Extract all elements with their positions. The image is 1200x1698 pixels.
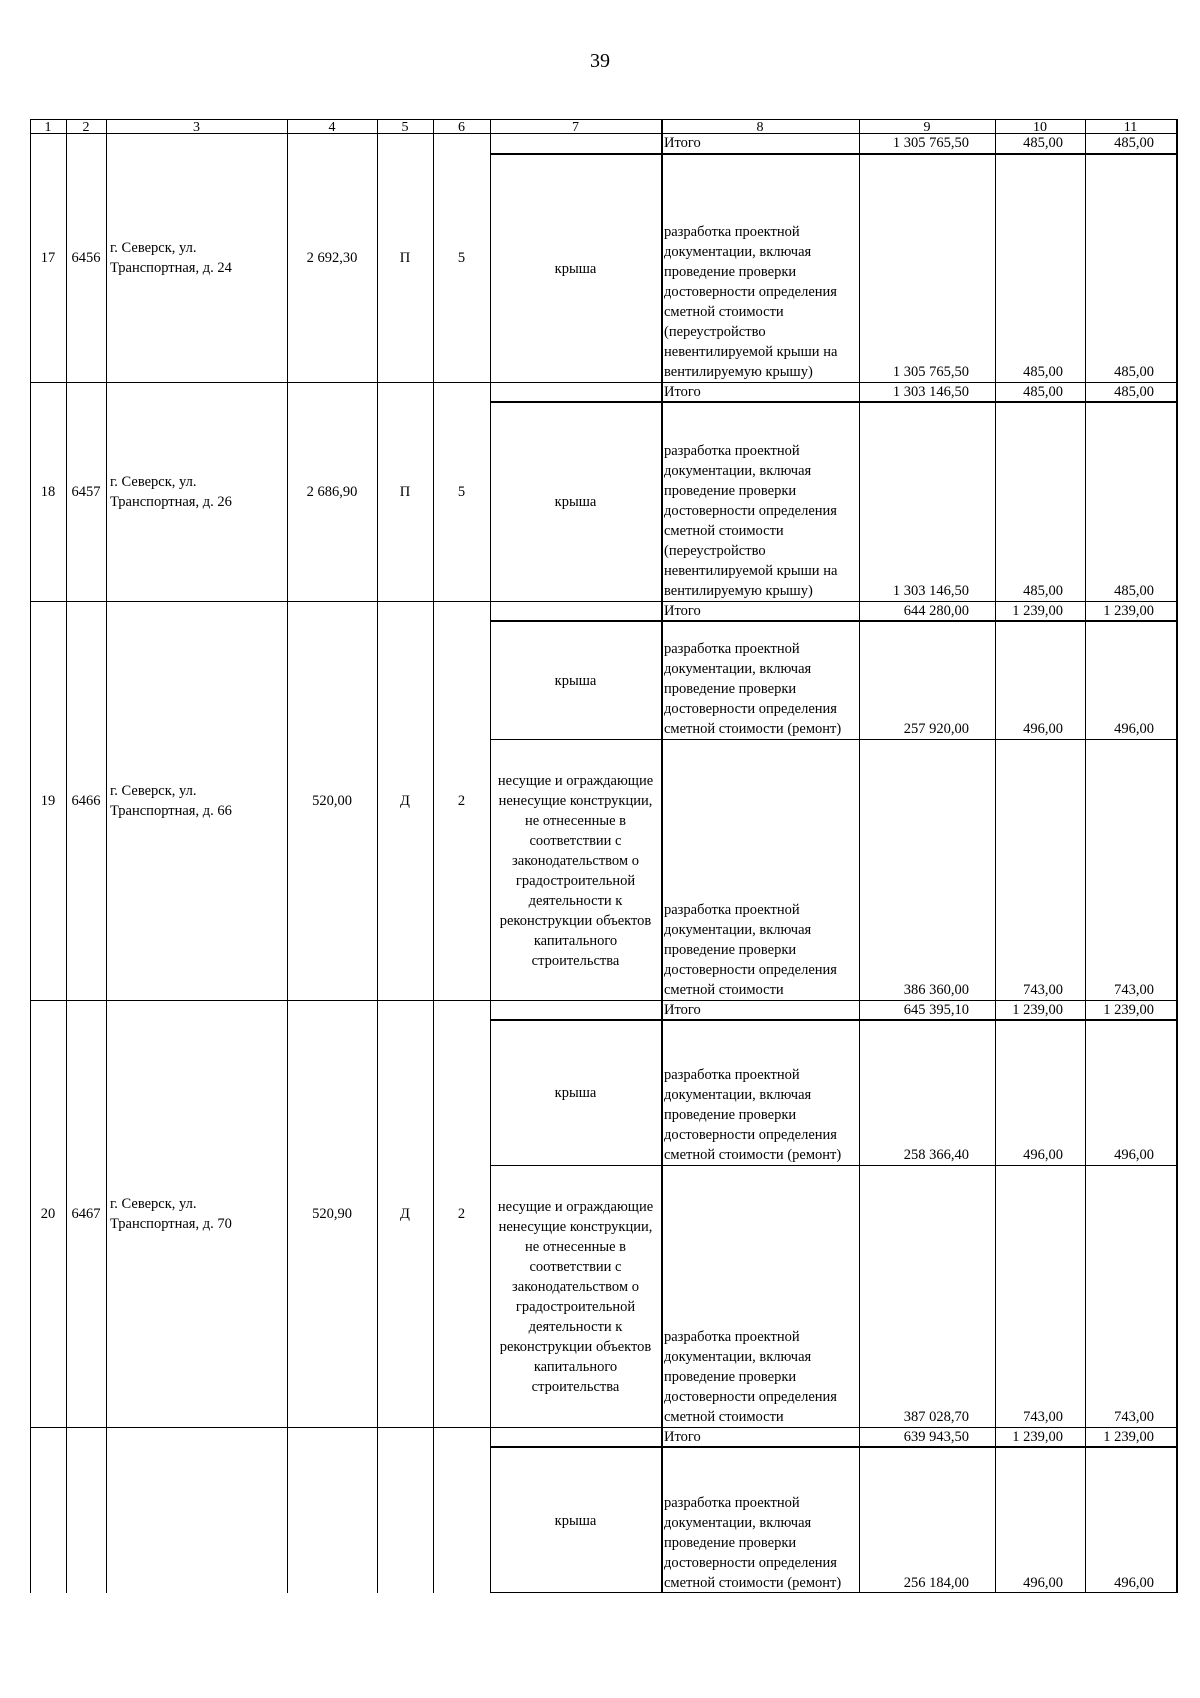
house-address: г. Северск, ул. Транспортная, д. 26 bbox=[110, 473, 232, 510]
column-line bbox=[1176, 119, 1178, 1593]
total-limit-cost: 1 239,00 bbox=[1103, 603, 1154, 619]
work-unit-cost: 496,00 bbox=[1023, 1575, 1063, 1591]
total-limit-cost: 1 239,00 bbox=[1103, 1002, 1154, 1018]
construction-element: крыша bbox=[554, 1512, 597, 1529]
work-cost: 1 303 146,50 bbox=[892, 583, 969, 599]
total-limit-cost: 485,00 bbox=[1114, 384, 1154, 400]
work-limit-cost: 743,00 bbox=[1114, 1409, 1154, 1425]
wall-material: Д bbox=[400, 1205, 410, 1222]
construction-element: несущие и ограждающие ненесущие конструкции, не отнесенные в соответствии с законодательством о градостроительной деятельности к реконструкции объектов капитального строительства bbox=[497, 1199, 654, 1395]
house-address: г. Северск, ул. Транспортная, д. 70 bbox=[110, 1195, 232, 1232]
construction-element: крыша bbox=[554, 494, 597, 510]
total-unit-cost: 485,00 bbox=[1023, 384, 1063, 400]
total-cost: 1 305 765,50 bbox=[892, 135, 969, 151]
work-limit-cost: 485,00 bbox=[1114, 583, 1154, 599]
work-cost: 387 028,70 bbox=[903, 1409, 969, 1425]
column-number-6: 6 bbox=[458, 120, 465, 133]
work-limit-cost: 496,00 bbox=[1114, 1147, 1154, 1163]
total-label: Итого bbox=[664, 384, 701, 400]
total-limit-cost: 485,00 bbox=[1114, 135, 1154, 151]
construction-element: несущие и ограждающие ненесущие конструкции, не отнесенные в соответствии с законодательством о градостроительной деятельности к реконструкции объектов капитального строительства bbox=[497, 772, 654, 969]
total-unit-cost: 1 239,00 bbox=[1012, 603, 1063, 619]
construction-element: крыша bbox=[554, 260, 597, 277]
row-number: 18 bbox=[40, 483, 56, 500]
house-area bbox=[287, 1427, 377, 1593]
house-code bbox=[66, 1427, 106, 1593]
wall-material: Д bbox=[400, 792, 410, 809]
floor-count: 5 bbox=[457, 249, 466, 266]
column-number-10: 10 bbox=[1033, 120, 1047, 133]
row-number bbox=[30, 1427, 66, 1593]
construction-element: крыша bbox=[554, 672, 597, 689]
work-limit-cost: 743,00 bbox=[1114, 982, 1154, 998]
work-description: разработка проектной документации, включая проведение проверки достоверности определения сметной стоимости bbox=[664, 1329, 837, 1425]
wall-material: П bbox=[399, 483, 411, 500]
total-label: Итого bbox=[664, 1429, 701, 1445]
total-unit-cost: 1 239,00 bbox=[1012, 1002, 1063, 1018]
column-number-4: 4 bbox=[328, 120, 336, 133]
total-label: Итого bbox=[664, 603, 701, 619]
house-area: 520,00 bbox=[312, 792, 352, 809]
column-number-11: 11 bbox=[1123, 120, 1138, 133]
work-unit-cost: 496,00 bbox=[1023, 1147, 1063, 1163]
work-description: разработка проектной документации, включая проведение проверки достоверности определения сметной стоимости (ремонт) bbox=[664, 1067, 842, 1163]
total-cost: 645 395,10 bbox=[903, 1002, 969, 1018]
work-limit-cost: 496,00 bbox=[1114, 721, 1154, 737]
work-unit-cost: 485,00 bbox=[1023, 583, 1063, 599]
work-unit-cost: 485,00 bbox=[1023, 364, 1063, 380]
work-description: разработка проектной документации, включая проведение проверки достоверности определения сметной стоимости (ремонт) bbox=[664, 1495, 842, 1591]
house-code: 6466 bbox=[71, 792, 101, 809]
floor-count: 2 bbox=[457, 1205, 466, 1222]
column-number-5: 5 bbox=[401, 120, 409, 133]
column-number-8: 8 bbox=[756, 120, 764, 133]
total-label: Итого bbox=[664, 1002, 701, 1018]
construction-element: крыша bbox=[554, 1085, 597, 1101]
house-address: г. Северск, ул. Транспортная, д. 24 bbox=[110, 239, 232, 276]
column-number-1: 1 bbox=[44, 120, 52, 133]
work-cost: 386 360,00 bbox=[903, 982, 969, 998]
row-number: 19 bbox=[40, 792, 56, 809]
work-description: разработка проектной документации, включая проведение проверки достоверности определения сметной стоимости bbox=[664, 902, 837, 998]
floor-count: 5 bbox=[457, 483, 466, 500]
work-description: разработка проектной документации, включая проведение проверки достоверности определения сметной стоимости (переустройство невентилируемой крыши на вентилируемую крышу) bbox=[664, 443, 838, 599]
work-cost: 257 920,00 bbox=[903, 721, 969, 737]
work-cost: 256 184,00 bbox=[903, 1575, 969, 1591]
floor-count: 2 bbox=[457, 792, 466, 809]
wall-material bbox=[377, 1427, 433, 1593]
page-number: 39 bbox=[590, 50, 610, 72]
column-number-3: 3 bbox=[193, 120, 200, 133]
work-description: разработка проектной документации, включая проведение проверки достоверности определения сметной стоимости (ремонт) bbox=[664, 641, 842, 737]
house-code: 6457 bbox=[71, 483, 101, 500]
work-unit-cost: 743,00 bbox=[1023, 1409, 1063, 1425]
column-number-7: 7 bbox=[572, 120, 579, 133]
total-unit-cost: 1 239,00 bbox=[1012, 1429, 1063, 1445]
row-number: 20 bbox=[40, 1205, 56, 1222]
house-address bbox=[106, 1427, 287, 1593]
work-unit-cost: 496,00 bbox=[1023, 721, 1063, 737]
house-area: 520,90 bbox=[312, 1205, 352, 1222]
total-cost: 1 303 146,50 bbox=[892, 384, 969, 400]
work-unit-cost: 743,00 bbox=[1023, 982, 1063, 998]
total-label: Итого bbox=[664, 135, 701, 151]
work-limit-cost: 496,00 bbox=[1114, 1575, 1154, 1591]
work-description: разработка проектной документации, включая проведение проверки достоверности определения сметной стоимости (переустройство невентилируемой крыши на вентилируемую крышу) bbox=[664, 224, 838, 380]
total-cost: 639 943,50 bbox=[903, 1429, 969, 1445]
work-cost: 258 366,40 bbox=[903, 1147, 969, 1163]
table-bottom-line bbox=[490, 1592, 1176, 1593]
floor-count bbox=[433, 1427, 490, 1593]
column-number-9: 9 bbox=[923, 120, 931, 133]
house-code: 6467 bbox=[71, 1205, 101, 1222]
total-unit-cost: 485,00 bbox=[1023, 135, 1063, 151]
house-address: г. Северск, ул. Транспортная, д. 66 bbox=[110, 782, 232, 819]
work-cost: 1 305 765,50 bbox=[892, 364, 969, 380]
total-cost: 644 280,00 bbox=[903, 603, 969, 619]
house-code: 6456 bbox=[71, 249, 101, 266]
works-table bbox=[30, 116, 1176, 1593]
row-number: 17 bbox=[40, 249, 56, 266]
work-limit-cost: 485,00 bbox=[1114, 364, 1154, 380]
wall-material: П bbox=[399, 249, 411, 266]
total-limit-cost: 1 239,00 bbox=[1103, 1429, 1154, 1445]
house-area: 2 686,90 bbox=[306, 483, 358, 500]
house-area: 2 692,30 bbox=[306, 249, 358, 266]
column-number-2: 2 bbox=[82, 120, 90, 133]
